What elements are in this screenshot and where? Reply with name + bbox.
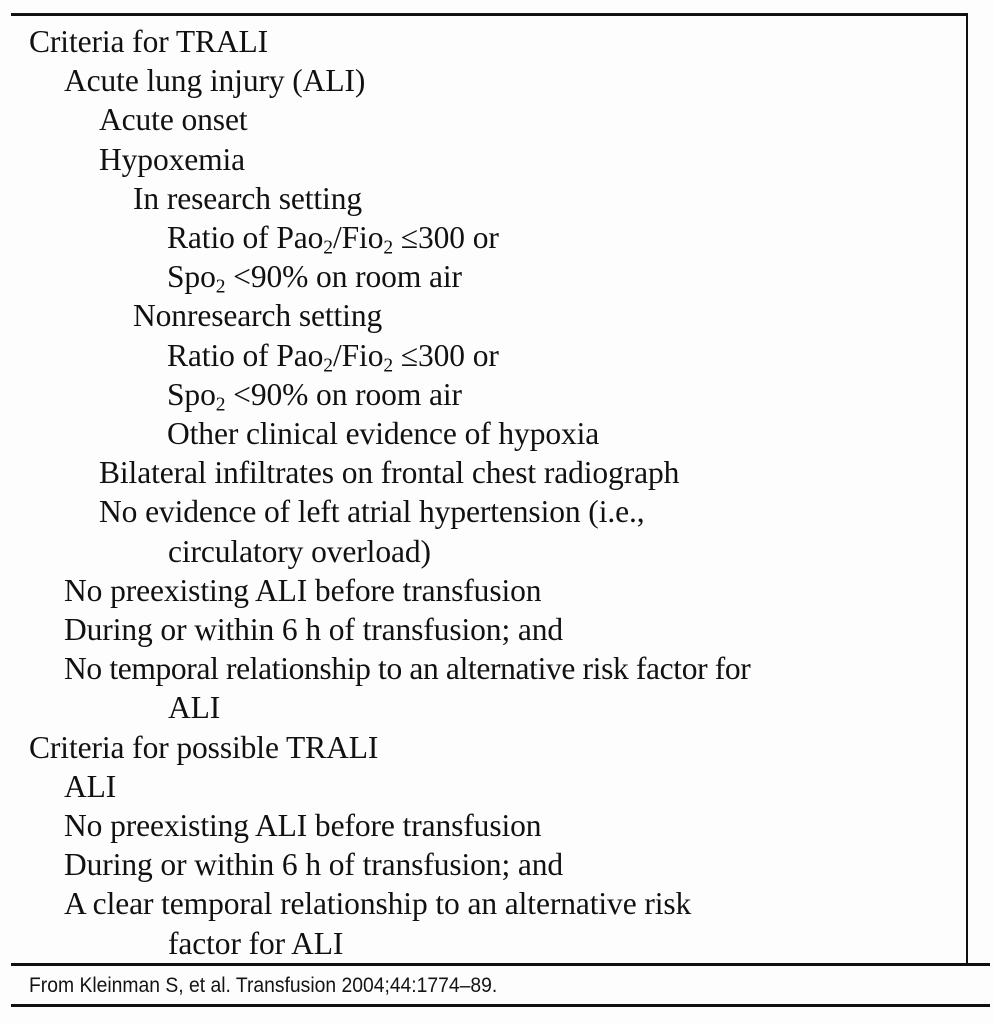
list-item: No preexisting ALI before transfusion [64,808,542,844]
list-item: No temporal relationship to an alternative risk factor for [64,651,751,687]
list-item-text: <90% on room air [225,376,462,412]
list-item [0,218,966,257]
list-item-text: Spo [167,259,216,295]
list-item-text: /Fio [332,337,384,373]
criteria-list [0,22,966,963]
list-item-text: Ratio of Pao [167,220,324,256]
list-item [0,336,966,375]
subscript: 2 [383,237,394,259]
list-item-text: <90% on room air [225,259,462,295]
list-item: Bilateral infiltrates on frontal chest radiograph [99,455,680,491]
list-item: Criteria for possible TRALI [29,729,379,765]
list-item-continuation: ALI [168,690,221,726]
list-item: During or within 6 h of transfusion; and [64,847,564,883]
list-item-text: ≤300 or [393,337,499,373]
list-item-continuation: circulatory overload) [168,533,431,569]
subscript: 2 [215,276,226,298]
list-item: In research setting [133,180,362,216]
table-top-border [11,13,967,16]
footer-top-border [11,963,990,966]
list-item: A clear temporal relationship to an alternative risk [64,886,692,922]
list-item-text: /Fio [332,220,384,256]
list-item: Hypoxemia [99,141,246,177]
list-item: No evidence of left atrial hypertension (i.e., [99,494,645,530]
list-item: Acute onset [99,102,248,138]
list-item-text: Ratio of Pao [167,337,324,373]
table-right-border [966,13,968,964]
list-item-text: ≤300 or [393,220,499,256]
list-item: Acute lung injury (ALI) [64,63,366,99]
list-item: During or within 6 h of transfusion; and [64,612,564,648]
list-item [0,257,966,296]
list-item: Other clinical evidence of hypoxia [167,416,600,452]
list-item-text: Spo [167,376,216,412]
subscript: 2 [323,355,333,377]
subscript: 2 [383,355,394,377]
list-item: No preexisting ALI before transfusion [64,572,542,608]
footer-bottom-border [11,1004,990,1007]
list-item: Criteria for TRALI [29,24,269,59]
subscript: 2 [323,237,333,259]
list-item [0,375,966,414]
list-item-continuation: factor for ALI [168,925,344,961]
list-item: ALI [64,768,117,804]
source-citation: From Kleinman S, et al. Transfusion 2004;44:1774–89. [29,974,498,997]
list-item: Nonresearch setting [133,298,383,334]
subscript: 2 [215,394,226,416]
